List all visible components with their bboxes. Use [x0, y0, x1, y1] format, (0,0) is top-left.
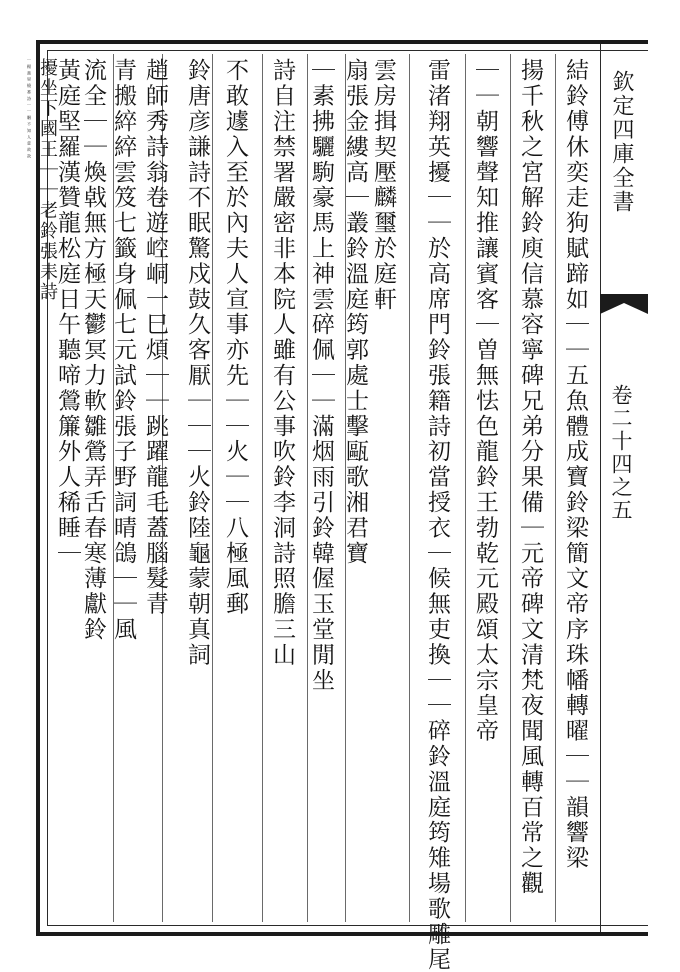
column-rule	[409, 54, 410, 922]
text-column-3: ｜｜朝響聲知推讓賓客｜曽無怯色龍鈴王勃乾元殿頌太宗皇帝	[472, 58, 498, 744]
text-column-4: 雷渚翔英擾｜｜於高席門鈴張籍詩初當授衣｜候無吏換｜｜碎鈴溫庭筠雉場歌雕尾	[424, 58, 450, 972]
text-column-2: 揚千秋之宮解鈴庾信慕容寧碑兄弟分果備｜元帝碑文清梵夜聞風轉百常之觀	[517, 58, 543, 897]
text-column-16: ｜楊萬里燒香詩｜｜睏不知人意故故	[27, 58, 32, 161]
text-column-1: 結鈴傅休奕走狗賦蹄如｜｜五魚體成寶鈴梁簡文帝序珠幡轉曜｜｜韻響梁	[562, 58, 588, 871]
text-column-10: 鈴唐彦謙詩不眠驚戍鼓久客厭｜｜｜火鈴陸龜蒙朝真詞	[184, 58, 210, 668]
text-column-7: ｜素拂驪駒豪馬上神雲碎佩｜｜滿烟雨引鈴韓偓玉堂閒坐	[308, 58, 334, 693]
text-column-5: 雲房揖契壓麟璽於庭軒	[370, 58, 396, 312]
text-column-13: 流全｜｜煥㦸無方極天鬱冥力軟雛鶯弄舌春寒薄獻鈴	[80, 58, 106, 643]
text-column-11: 趙師秀詩翁卷遊崆峒一巳煩｜｜跳躍龍毛蓋腦髮青	[142, 58, 168, 617]
margin-book-title: 欽定四庫全書	[609, 70, 634, 214]
text-column-9: 不敢遽入至於內夫人宣事亦先｜｜火｜｜八極風郵	[222, 58, 248, 617]
text-column-14: 黃庭堅羅漢贊龍松庭日午聽啼鶯簾外人稀睡｜	[54, 58, 80, 566]
text-column-8: 詩自注禁署嚴密非本院人雖有公事吹鈴李洞詩照膽三山	[269, 58, 295, 668]
margin-volume-label: 卷二十四之五	[609, 384, 633, 522]
text-column-12: 青搬綷綷雲笈七籤身佩七元試鈴張子野詞晴鴿｜｜風	[110, 58, 136, 643]
text-column-6: 扇張金縷高｜叢鈴溫庭筠郭處士擊甌歌湘君寶	[342, 58, 368, 566]
text-column-15: 擾坐下國王｜｜老鈴張耒詩	[37, 58, 58, 303]
